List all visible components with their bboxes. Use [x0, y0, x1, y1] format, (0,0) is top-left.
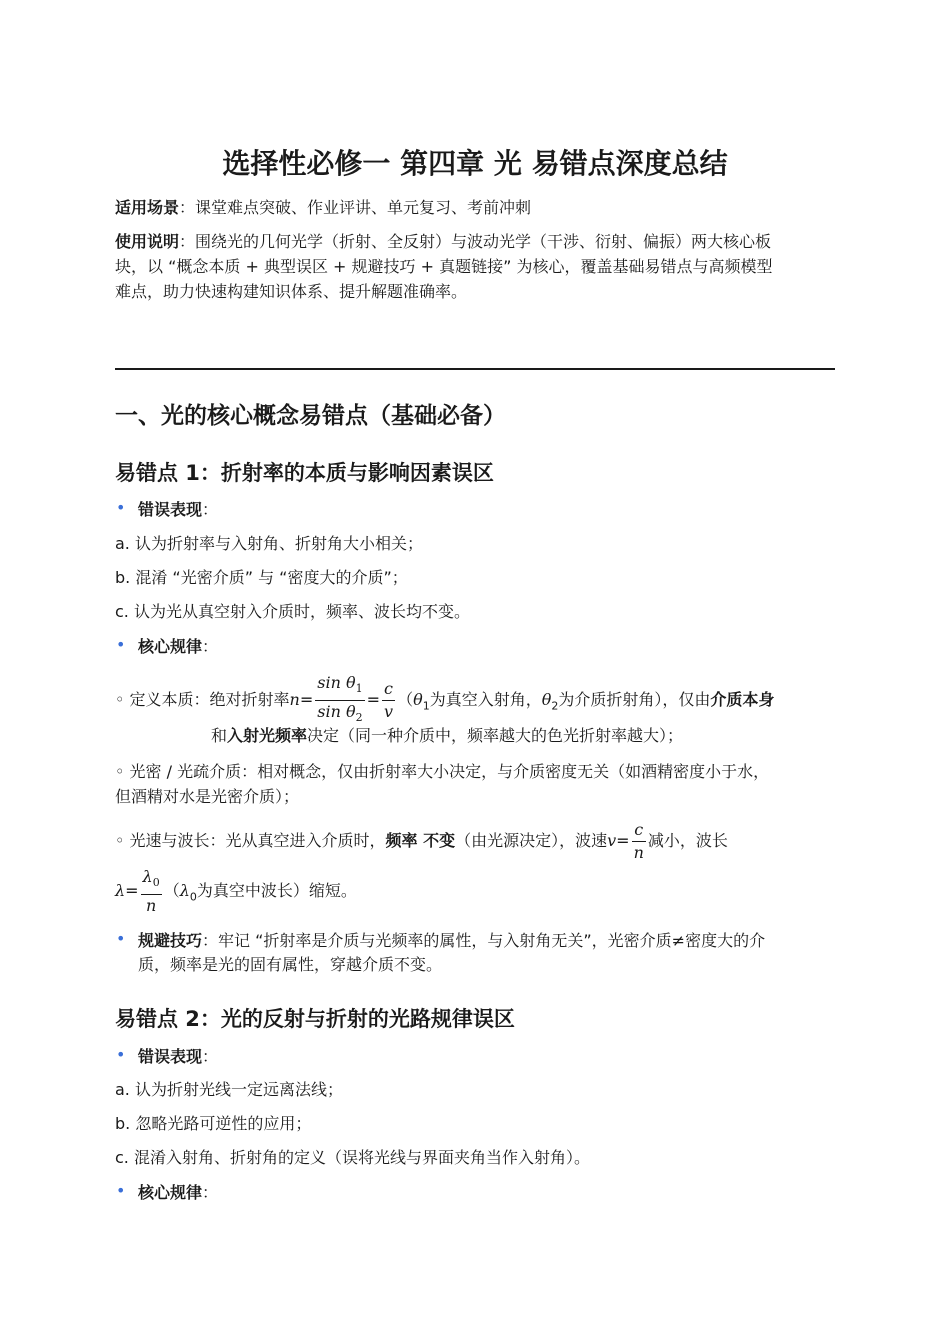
- symbol-v: v: [607, 831, 617, 850]
- lambda-over-n-fraction: $\frac{\lambda_0}{n}$: [142, 867, 160, 916]
- usage-line-1: [115, 230, 771, 254]
- equals-sign: =: [366, 690, 381, 710]
- sin-theta1: sin θ: [317, 673, 356, 692]
- rule-label: 核心规律: [138, 1183, 203, 1202]
- equals-sign: =: [616, 831, 630, 850]
- bullet-dot: •: [116, 929, 126, 948]
- point2-error-b: b. 忽略光路可逆性的应用；: [115, 1114, 312, 1133]
- emphasis: 入射光频率: [227, 726, 308, 745]
- sine-ratio-fraction: [315, 672, 364, 729]
- scene-line: [115, 196, 531, 220]
- subscript: 0: [152, 876, 160, 890]
- definition-line: [115, 672, 774, 729]
- colon: ：: [202, 1183, 219, 1202]
- point2-heading: 易错点 2：光的反射与折射的光路规律误区: [115, 1007, 515, 1031]
- definition-note: 为真空入射角，: [429, 690, 542, 710]
- section-divider: [115, 368, 835, 370]
- bullet-dot: •: [116, 498, 126, 517]
- definition-note: 为介质折射角），仅由: [558, 690, 711, 710]
- text: 减小，波长: [647, 831, 728, 850]
- emphasis: 频率 不变: [385, 831, 456, 850]
- tip-line-1: [138, 929, 765, 953]
- point1-error-label-line: [138, 498, 218, 522]
- bullet-dot: •: [116, 1181, 126, 1200]
- text: 和: [211, 726, 228, 745]
- error-label: 错误表现: [138, 1047, 203, 1066]
- wavelength-line: [115, 866, 357, 921]
- point2-rule-label-line: [138, 1181, 218, 1205]
- emphasis: 介质本身: [710, 690, 775, 710]
- scene-label: 适用场景: [115, 198, 180, 217]
- dense-medium-line-1: ◦ 光密 / 光疏介质：相对概念，仅由折射率大小决定，与介质密度无关（如酒精密度小于水，: [115, 762, 770, 781]
- symbol-lambda: λ: [179, 881, 190, 901]
- point2-error-a: a. 认为折射光线一定远离法线；: [115, 1080, 343, 1099]
- section-heading: 一、光的核心概念易错点（基础必备）: [115, 403, 506, 429]
- colon: ：: [202, 500, 219, 519]
- lambda0: λ: [142, 867, 153, 886]
- point1-rule-label-line: [138, 635, 218, 659]
- usage-label: 使用说明: [115, 232, 180, 251]
- bullet-dot: •: [116, 1045, 126, 1064]
- text: 决定（同一种介质中，频率越大的色光折射率越大）；: [307, 726, 684, 745]
- point1-heading: 易错点 1：折射率的本质与影响因素误区: [115, 461, 494, 485]
- c-over-v-fraction: $\frac{c}{v}$: [384, 679, 394, 722]
- text: ：牢记 “折射率是介质与光频率的属性，与入射角无关”，光密介质≠密度大的介: [202, 931, 766, 950]
- scene-text: ：课堂难点突破、作业评讲、单元复习、考前冲刺: [179, 198, 532, 217]
- point2-error-label-line: [138, 1045, 218, 1069]
- subscript: 1: [355, 682, 363, 696]
- point1-error-c: c. 认为光从真空射入介质时，频率、波长均不变。: [115, 602, 470, 621]
- subscript: 2: [355, 711, 363, 725]
- usage-text-1: ：围绕光的几何光学（折射、全反射）与波动光学（干涉、衍射、偏振）两大核心板: [179, 232, 772, 251]
- page-title: 选择性必修一 第四章 光 易错点深度总结: [222, 147, 728, 180]
- subscript: 1: [422, 699, 430, 713]
- paren: （: [163, 881, 180, 901]
- equals-sign: =: [125, 881, 139, 901]
- point1-error-b: b. 混淆 “光密介质” 与 “密度大的介质”；: [115, 568, 408, 587]
- colon: ：: [202, 637, 219, 656]
- tip-line-2: 质，频率是光的固有属性，穿越介质不变。: [138, 955, 443, 974]
- subscript: 0: [189, 890, 197, 904]
- usage-line-2: 块，以 “概念本质 + 典型误区 + 规避技巧 + 真题链接” 为核心，覆盖基础易错点与高频模型: [115, 257, 773, 276]
- sin-theta2: sin θ: [317, 702, 356, 722]
- subscript: 2: [551, 699, 559, 713]
- text: 为真空中波长）缩短。: [196, 881, 357, 901]
- c-over-n-fraction: $\frac{c}{n}$: [633, 820, 644, 862]
- rule-label: 核心规律: [138, 637, 203, 656]
- usage-line-3: 难点，助力快速构建知识体系、提升解题准确率。: [115, 282, 468, 301]
- dense-medium-line-2: 但酒精对水是光密介质）；: [115, 787, 300, 806]
- text: ◦ 光速与波长：光从真空进入介质时，: [115, 831, 386, 850]
- paren: （: [397, 690, 414, 710]
- definition-prefix: ◦ 定义本质：绝对折射率: [115, 690, 290, 710]
- error-label: 错误表现: [138, 500, 203, 519]
- speed-wavelength-line: [115, 818, 728, 864]
- symbol-theta1: θ: [413, 690, 423, 710]
- point2-error-c: c. 混淆入射角、折射角的定义（误将光线与界面夹角当作入射角）。: [115, 1148, 590, 1167]
- point1-error-a: a. 认为折射率与入射角、折射角大小相关；: [115, 534, 423, 553]
- symbol-n: n: [289, 690, 300, 710]
- bullet-dot: •: [116, 635, 126, 654]
- symbol-theta2: θ: [541, 690, 552, 710]
- equals-sign: =: [299, 690, 314, 710]
- text: （由光源决定），波速: [455, 831, 608, 850]
- tip-label: 规避技巧: [138, 931, 203, 950]
- symbol-lambda: λ: [115, 881, 126, 901]
- definition-line-2: [211, 724, 683, 748]
- colon: ：: [202, 1047, 219, 1066]
